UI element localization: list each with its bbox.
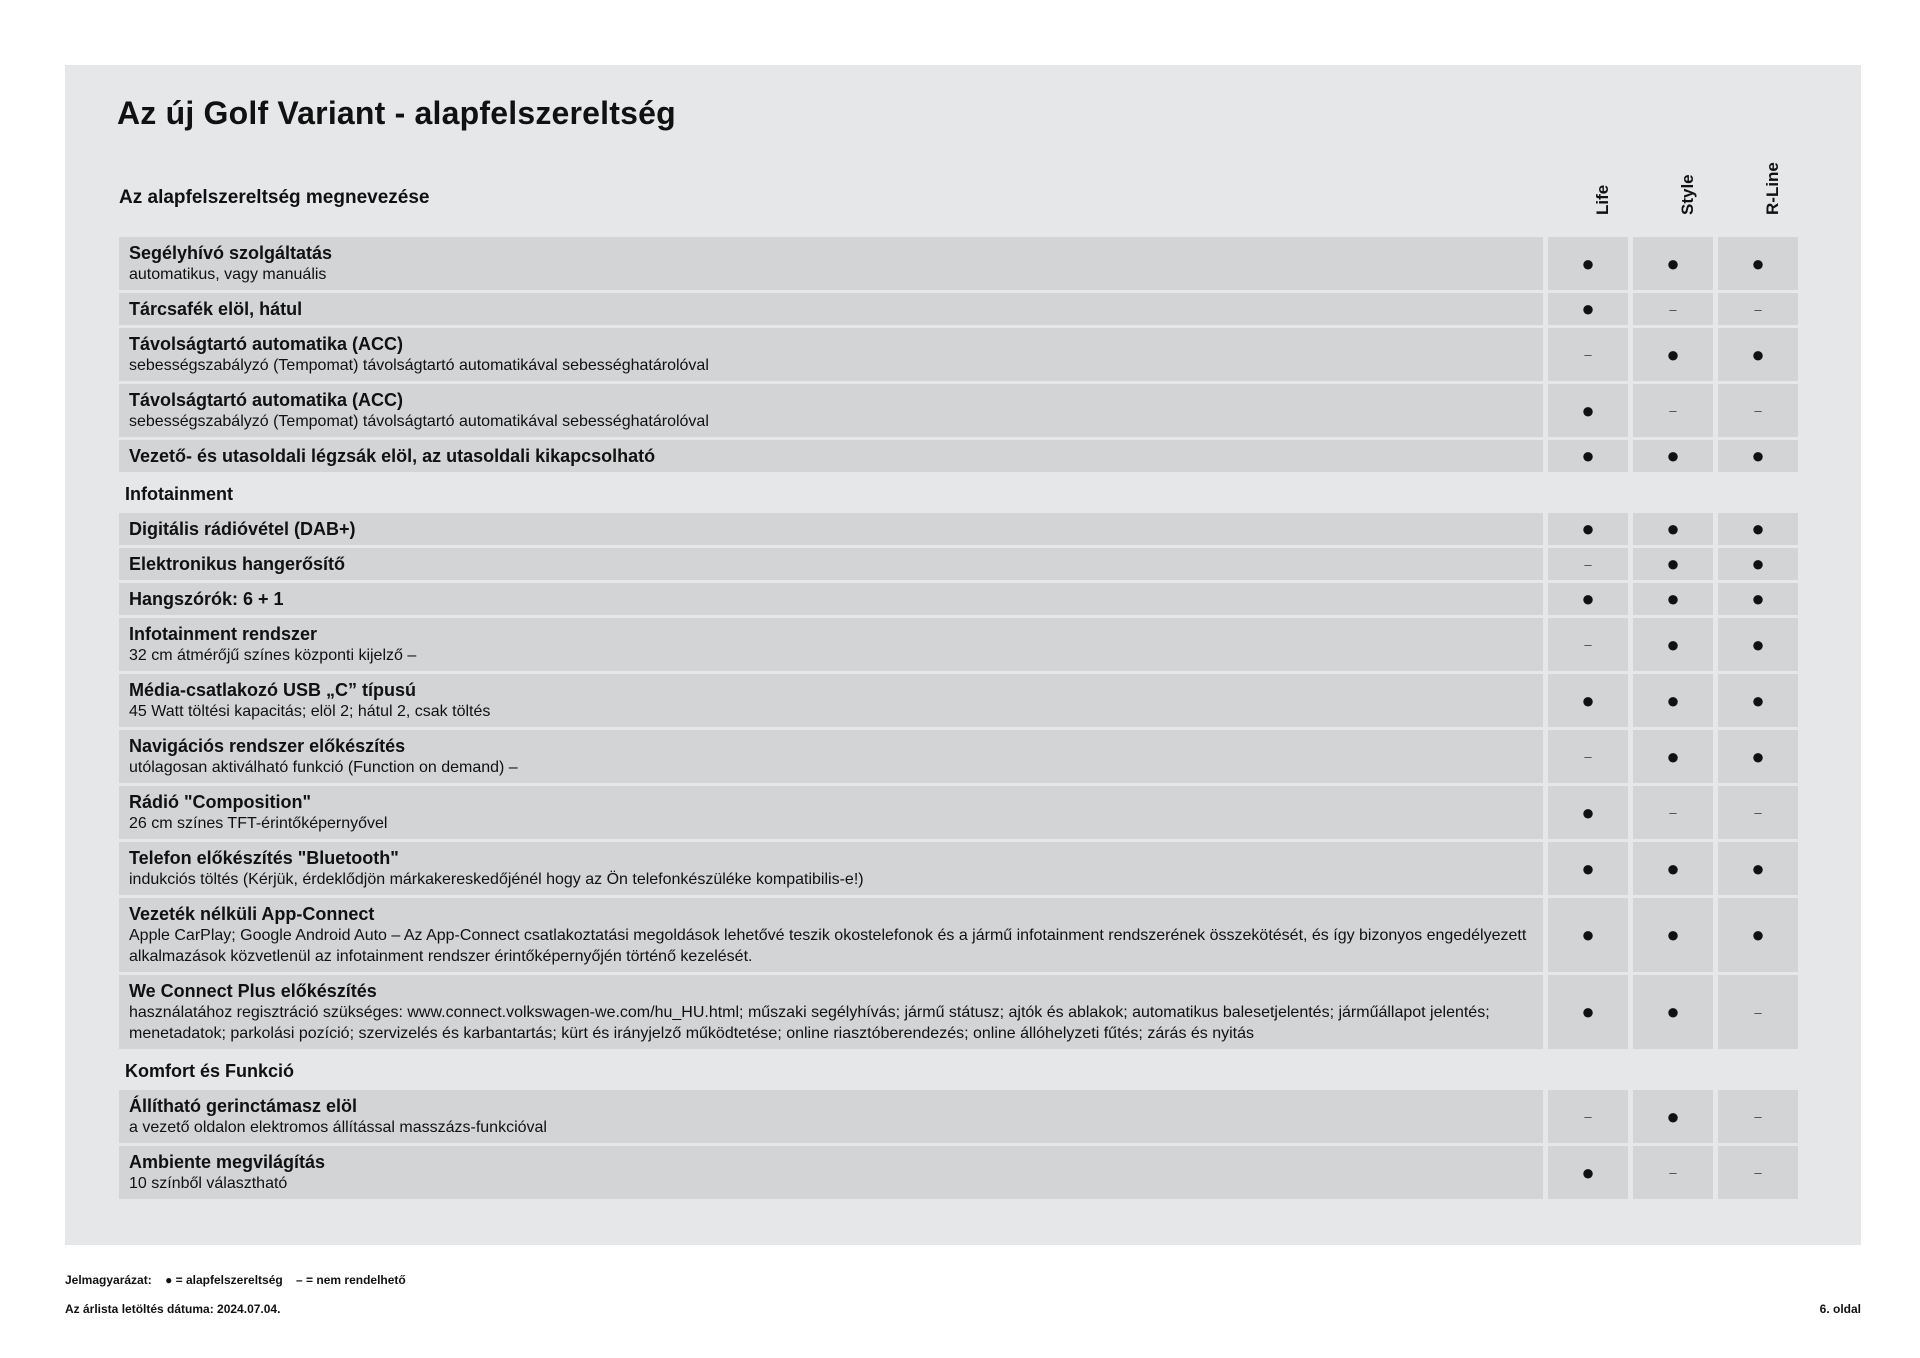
availability-cell-r-line: – xyxy=(1718,786,1798,839)
availability-cell-r-line: ● xyxy=(1718,898,1798,972)
table-row xyxy=(119,384,1810,437)
feature-name: Vezető- és utasoldali légzsák elöl, az utasoldali kikapcsolható xyxy=(129,446,656,466)
availability-cell-life: – xyxy=(1548,618,1628,671)
feature-detail: 26 cm színes TFT-érintőképernyővel xyxy=(129,815,388,832)
availability-cell-life: ● xyxy=(1548,975,1628,1049)
table-row xyxy=(119,293,1810,325)
table-row xyxy=(119,618,1810,671)
legend xyxy=(65,1273,416,1287)
availability-cell-life: – xyxy=(1548,1090,1628,1143)
feature-detail: 10 színből választható xyxy=(129,1175,288,1192)
table-row xyxy=(119,730,1810,783)
table-row xyxy=(119,898,1810,972)
table-row xyxy=(119,1146,1810,1199)
feature-name: Állítható gerinctámasz elöl xyxy=(129,1096,358,1116)
feature-description xyxy=(119,583,1543,615)
table-row xyxy=(119,237,1810,290)
availability-cell-life: ● xyxy=(1548,1146,1628,1199)
availability-cell-r-line: – xyxy=(1718,1146,1798,1199)
column-header-rline: R-Line xyxy=(1763,162,1782,215)
availability-cell-style: – xyxy=(1633,293,1713,325)
availability-cell-style: ● xyxy=(1633,898,1713,972)
column-header-life: Life xyxy=(1593,184,1612,215)
availability-cell-style: ● xyxy=(1633,842,1713,895)
table-row xyxy=(119,583,1810,615)
feature-description xyxy=(119,975,1543,1049)
feature-detail: használatához regisztráció szükséges: www.connect.volkswagen-we.com/hu_HU.html; műszaki segélyhívás; jármű státusz; ajtók és ablakok; automatikus balesetjelentés; járműállapot jelentés; menetadatok; parkolási pozíció; szervizelés és karbantartás; kürt és irányjelző működtetése; online riasztóberendezés; online állóhelyzeti fűtés; zárás és nyitás xyxy=(129,1004,1490,1042)
availability-cell-r-line: ● xyxy=(1718,548,1798,580)
availability-cell-r-line: ● xyxy=(1718,328,1798,381)
feature-name: Elektronikus hangerősítő xyxy=(129,554,346,574)
availability-cell-style: ● xyxy=(1633,674,1713,727)
feature-description xyxy=(119,237,1543,290)
feature-detail: 32 cm átmérőjű színes központi kijelző – xyxy=(129,647,417,664)
feature-description xyxy=(119,384,1543,437)
availability-cell-r-line: – xyxy=(1718,975,1798,1049)
feature-name: Távolságtartó automatika (ACC) xyxy=(129,390,404,410)
availability-cell-r-line: ● xyxy=(1718,618,1798,671)
feature-name: Vezeték nélküli App-Connect xyxy=(129,904,375,924)
availability-cell-r-line: ● xyxy=(1718,674,1798,727)
legend-label: Jelmagyarázat: xyxy=(65,1273,152,1287)
availability-cell-r-line: – xyxy=(1718,293,1798,325)
availability-cell-style: ● xyxy=(1633,548,1713,580)
feature-name: Média-csatlakozó USB „C” típusú xyxy=(129,680,417,700)
section-heading: Infotainment xyxy=(125,484,233,504)
availability-cell-r-line: ● xyxy=(1718,583,1798,615)
availability-cell-life: ● xyxy=(1548,898,1628,972)
feature-name: Ambiente megvilágítás xyxy=(129,1152,326,1172)
availability-cell-style: ● xyxy=(1633,1090,1713,1143)
availability-cell-life: ● xyxy=(1548,293,1628,325)
table-row xyxy=(119,786,1810,839)
availability-cell-life: – xyxy=(1548,548,1628,580)
availability-cell-style: ● xyxy=(1633,328,1713,381)
feature-detail: automatikus, vagy manuális xyxy=(129,266,327,283)
availability-cell-style: ● xyxy=(1633,440,1713,472)
feature-name: Rádió "Composition" xyxy=(129,792,312,812)
legend-dash: – = nem rendelhető xyxy=(296,1273,406,1287)
availability-cell-style: ● xyxy=(1633,513,1713,545)
availability-cell-r-line: ● xyxy=(1718,440,1798,472)
availability-cell-r-line: ● xyxy=(1718,730,1798,783)
feature-detail: Apple CarPlay; Google Android Auto – Az App-Connect csatlakoztatási megoldások lehetővé teszik okostelefonok és a jármű infotainment rendszerének összekötését, és így bizonyos engedélyezett alkalmazások közvetlenül az infotainment rendszer érintőképernyőjén történő kezelését. xyxy=(129,927,1527,965)
availability-cell-life: ● xyxy=(1548,513,1628,545)
availability-cell-life: ● xyxy=(1548,440,1628,472)
availability-cell-r-line: ● xyxy=(1718,842,1798,895)
availability-cell-life: ● xyxy=(1548,583,1628,615)
availability-cell-style: ● xyxy=(1633,237,1713,290)
table-row xyxy=(119,842,1810,895)
feature-description xyxy=(119,548,1543,580)
download-date: Az árlista letöltés dátuma: 2024.07.04. xyxy=(65,1302,281,1316)
equipment-table xyxy=(119,237,1810,1202)
availability-cell-life: – xyxy=(1548,730,1628,783)
table-row xyxy=(119,440,1810,472)
feature-description xyxy=(119,440,1543,472)
feature-name: Tárcsafék elöl, hátul xyxy=(129,299,303,319)
availability-cell-life: ● xyxy=(1548,842,1628,895)
availability-cell-life: ● xyxy=(1548,384,1628,437)
feature-detail: 45 Watt töltési kapacitás; elöl 2; hátul 2, csak töltés xyxy=(129,703,491,720)
page-title: Az új Golf Variant - alapfelszereltség xyxy=(117,95,676,131)
feature-description xyxy=(119,730,1543,783)
table-row xyxy=(119,674,1810,727)
availability-cell-r-line: – xyxy=(1718,384,1798,437)
availability-cell-style: – xyxy=(1633,786,1713,839)
feature-description xyxy=(119,293,1543,325)
feature-detail: utólagosan aktiválható funkció (Function on demand) – xyxy=(129,759,518,776)
availability-cell-life: ● xyxy=(1548,237,1628,290)
table-row xyxy=(119,513,1810,545)
feature-detail: indukciós töltés (Kérjük, érdeklődjön márkakereskedőjénél hogy az Ön telefonkészüléke kompatibilis-e!) xyxy=(129,871,864,888)
availability-cell-style: ● xyxy=(1633,975,1713,1049)
feature-detail: sebességszabályzó (Tempomat) távolságtartó automatikával sebességhatárolóval xyxy=(129,357,709,374)
feature-name: Digitális rádióvétel (DAB+) xyxy=(129,519,356,539)
feature-description xyxy=(119,618,1543,671)
table-row xyxy=(119,328,1810,381)
legend-dot: ● = alapfelszereltség xyxy=(165,1273,283,1287)
availability-cell-style: ● xyxy=(1633,618,1713,671)
table-subheading: Az alapfelszereltség megnevezése xyxy=(119,187,430,208)
table-row xyxy=(119,1090,1810,1143)
feature-name: Távolságtartó automatika (ACC) xyxy=(129,334,404,354)
feature-detail: sebességszabályzó (Tempomat) távolságtartó automatikával sebességhatárolóval xyxy=(129,413,709,430)
feature-description xyxy=(119,513,1543,545)
feature-name: Hangszórók: 6 + 1 xyxy=(129,589,284,609)
feature-description xyxy=(119,786,1543,839)
availability-cell-style: – xyxy=(1633,1146,1713,1199)
feature-description xyxy=(119,674,1543,727)
table-row xyxy=(119,975,1810,1049)
feature-description xyxy=(119,1146,1543,1199)
availability-cell-r-line: ● xyxy=(1718,237,1798,290)
feature-description xyxy=(119,898,1543,972)
feature-description xyxy=(119,842,1543,895)
availability-cell-style: ● xyxy=(1633,583,1713,615)
availability-cell-life: ● xyxy=(1548,674,1628,727)
feature-name: We Connect Plus előkészítés xyxy=(129,981,377,1001)
availability-cell-style: ● xyxy=(1633,730,1713,783)
availability-cell-r-line: ● xyxy=(1718,513,1798,545)
feature-name: Telefon előkészítés "Bluetooth" xyxy=(129,848,399,868)
availability-cell-life: ● xyxy=(1548,786,1628,839)
equipment-panel xyxy=(65,65,1861,1245)
feature-name: Navigációs rendszer előkészítés xyxy=(129,736,406,756)
feature-description xyxy=(119,1090,1543,1143)
column-header-style: Style xyxy=(1678,174,1697,215)
feature-name: Segélyhívó szolgáltatás xyxy=(129,243,333,263)
availability-cell-r-line: – xyxy=(1718,1090,1798,1143)
feature-detail: a vezető oldalon elektromos állítással masszázs-funkcióval xyxy=(129,1119,547,1136)
section-heading: Komfort és Funkció xyxy=(125,1061,295,1081)
feature-description xyxy=(119,328,1543,381)
table-row xyxy=(119,548,1810,580)
feature-name: Infotainment rendszer xyxy=(129,624,318,644)
availability-cell-life: – xyxy=(1548,328,1628,381)
page-number: 6. oldal xyxy=(1819,1302,1861,1316)
availability-cell-style: – xyxy=(1633,384,1713,437)
